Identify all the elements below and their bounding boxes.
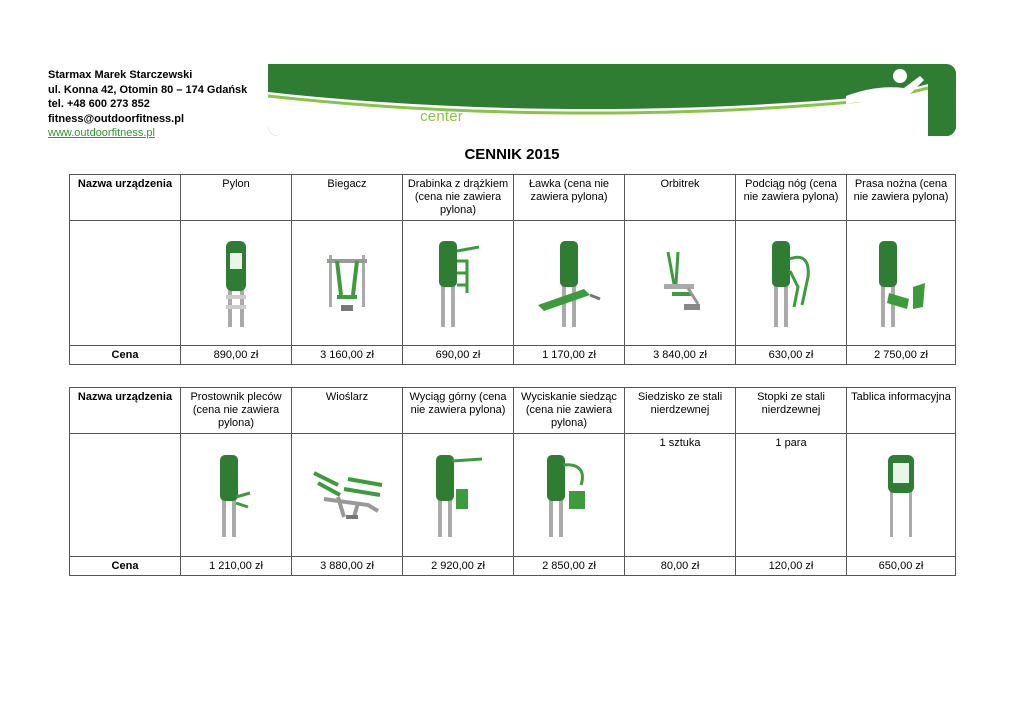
- price-value: 3 160,00 zł: [292, 346, 403, 365]
- pylon-icon: [216, 237, 256, 329]
- equipment-name: Siedzisko ze stali nierdzewnej: [625, 388, 736, 434]
- empty-cell: [70, 221, 181, 346]
- equipment-name: Wioślarz: [292, 388, 403, 434]
- price-value: 3 880,00 zł: [292, 557, 403, 576]
- equipment-name: Wyciskanie siedząc (cena nie zawiera pylona): [514, 388, 625, 434]
- price-value: 890,00 zł: [181, 346, 292, 365]
- row-label-price: Cena: [70, 557, 181, 576]
- price-value: 2 920,00 zł: [403, 557, 514, 576]
- image-row: [70, 221, 956, 346]
- price-table-1: [69, 174, 956, 365]
- equipment-image-cell: [514, 434, 625, 557]
- price-value: 1 170,00 zł: [514, 346, 625, 365]
- equipment-name: Drabinka z drążkiem (cena nie zawiera pylona): [403, 175, 514, 221]
- equipment-name: Podciąg nóg (cena nie zawiera pylona): [736, 175, 847, 221]
- header-row: [70, 388, 956, 434]
- brand-accent-text: center: [420, 108, 463, 125]
- company-info: [48, 68, 247, 141]
- price-table-2: [69, 387, 956, 576]
- equipment-name: Stopki ze stali nierdzewnej: [736, 388, 847, 434]
- row-label-price: Cena: [70, 346, 181, 365]
- equipment-name: Orbitrek: [625, 175, 736, 221]
- price-value: 650,00 zł: [847, 557, 956, 576]
- company-email: fitness@outdoorfitness.pl: [48, 112, 185, 125]
- note-cell: [625, 434, 736, 557]
- price-value: 690,00 zł: [403, 346, 514, 365]
- seated-press-icon: [541, 451, 597, 539]
- equipment-image-cell: [514, 221, 625, 346]
- equipment-image-cell: [847, 434, 956, 557]
- price-value: 630,00 zł: [736, 346, 847, 365]
- equipment-name: Biegacz: [292, 175, 403, 221]
- equipment-image-cell: [181, 221, 292, 346]
- lat-pulldown-icon: [430, 451, 486, 539]
- company-address: ul. Konna 42, Otomin 80 – 174 Gdańsk: [48, 83, 248, 96]
- runner-logo-icon: [838, 66, 928, 136]
- orbitrek-icon: [658, 248, 702, 318]
- equipment-name: Wyciąg górny (cena nie zawiera pylona): [403, 388, 514, 434]
- price-row: [70, 557, 956, 576]
- equipment-image-cell: [181, 434, 292, 557]
- price-value: 120,00 zł: [736, 557, 847, 576]
- price-row: [70, 346, 956, 365]
- header-row: [70, 175, 956, 221]
- leg-press-icon: [873, 237, 929, 329]
- brand-main-text: Outdoor fitness: [311, 108, 416, 125]
- brand-name: [311, 108, 463, 125]
- bench-icon: [534, 237, 604, 329]
- equipment-name: Prostownik pleców (cena nie zawiera pylona): [181, 388, 292, 434]
- equipment-name: Pylon: [181, 175, 292, 221]
- back-extension-icon: [214, 451, 258, 539]
- row-label-name: Nazwa urządzenia: [70, 388, 181, 434]
- company-name: Starmax Marek Starczewski: [48, 69, 193, 81]
- price-value: 2 850,00 zł: [514, 557, 625, 576]
- runner-machine-icon: [325, 251, 369, 315]
- equipment-image-cell: [847, 221, 956, 346]
- info-board-icon: [884, 451, 918, 539]
- quantity-note: 1 para: [775, 437, 807, 449]
- equipment-image-cell: [625, 221, 736, 346]
- page-title: CENNIK 2015: [464, 146, 560, 163]
- company-website-link[interactable]: www.outdoorfitness.pl: [48, 127, 155, 139]
- leg-raise-icon: [766, 237, 816, 329]
- price-value: 80,00 zł: [625, 557, 736, 576]
- row-label-name: Nazwa urządzenia: [70, 175, 181, 221]
- ladder-bar-icon: [433, 237, 483, 329]
- brand-banner: [268, 64, 956, 136]
- rower-icon: [308, 465, 386, 525]
- equipment-image-cell: [292, 434, 403, 557]
- quantity-note: 1 sztuka: [659, 437, 701, 449]
- price-value: 2 750,00 zł: [847, 346, 956, 365]
- image-row: [70, 434, 956, 557]
- equipment-name: Prasa nożna (cena nie zawiera pylona): [847, 175, 956, 221]
- equipment-name: Ławka (cena nie zawiera pylona): [514, 175, 625, 221]
- equipment-name: Tablica informacyjna: [847, 388, 956, 434]
- equipment-image-cell: [403, 434, 514, 557]
- price-value: 3 840,00 zł: [625, 346, 736, 365]
- company-phone: tel. +48 600 273 852: [48, 98, 150, 110]
- equipment-image-cell: [292, 221, 403, 346]
- price-value: 1 210,00 zł: [181, 557, 292, 576]
- note-cell: [736, 434, 847, 557]
- equipment-image-cell: [403, 221, 514, 346]
- empty-cell: [70, 434, 181, 557]
- equipment-image-cell: [736, 221, 847, 346]
